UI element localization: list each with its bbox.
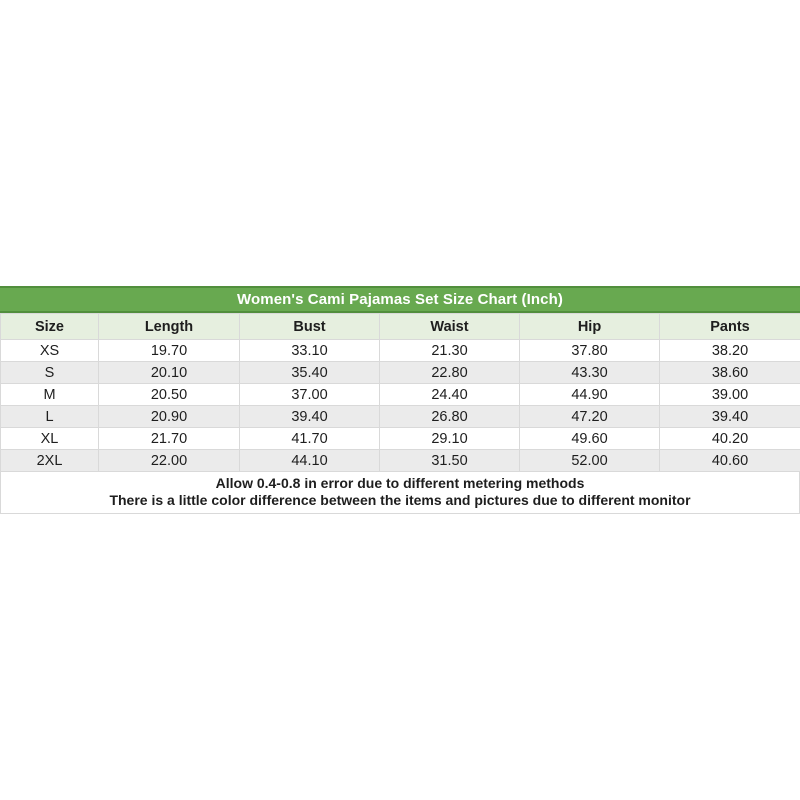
table-cell: 19.70 — [99, 340, 240, 362]
table-cell: 29.10 — [380, 428, 520, 450]
table-cell: 20.10 — [99, 362, 240, 384]
table-cell: 22.00 — [99, 450, 240, 472]
table-cell: 40.20 — [660, 428, 800, 450]
table-row-xs — [1, 340, 800, 362]
column-header-hip: Hip — [520, 314, 660, 340]
table-cell: 20.90 — [99, 406, 240, 428]
size-chart-table — [0, 313, 800, 472]
table-row-2xl — [1, 450, 800, 472]
size-cell: L — [1, 406, 99, 428]
column-header-waist: Waist — [380, 314, 520, 340]
size-cell: S — [1, 362, 99, 384]
table-cell: 40.60 — [660, 450, 800, 472]
table-cell: 33.10 — [240, 340, 380, 362]
table-cell: 21.70 — [99, 428, 240, 450]
table-cell: 44.10 — [240, 450, 380, 472]
table-cell: 39.40 — [240, 406, 380, 428]
header-row — [1, 314, 800, 340]
size-chart-title: Women's Cami Pajamas Set Size Chart (Inch) — [237, 291, 563, 308]
table-row-xl — [1, 428, 800, 450]
table-cell: 41.70 — [240, 428, 380, 450]
table-row-s — [1, 362, 800, 384]
table-cell: 26.80 — [380, 406, 520, 428]
table-cell: 52.00 — [520, 450, 660, 472]
table-cell: 24.40 — [380, 384, 520, 406]
table-cell: 39.00 — [660, 384, 800, 406]
column-header-size: Size — [1, 314, 99, 340]
size-cell: M — [1, 384, 99, 406]
table-cell: 21.30 — [380, 340, 520, 362]
table-cell: 44.90 — [520, 384, 660, 406]
table-cell: 31.50 — [380, 450, 520, 472]
table-cell: 37.00 — [240, 384, 380, 406]
size-cell: 2XL — [1, 450, 99, 472]
table-cell: 43.30 — [520, 362, 660, 384]
note-color-difference: There is a little color difference between the items and pictures due to different monitor — [109, 492, 691, 508]
table-cell: 38.60 — [660, 362, 800, 384]
table-cell: 39.40 — [660, 406, 800, 428]
table-cell: 22.80 — [380, 362, 520, 384]
size-chart-notes — [0, 472, 800, 514]
size-cell: XS — [1, 340, 99, 362]
table-row-l — [1, 406, 800, 428]
note-metering-error: Allow 0.4-0.8 in error due to different metering methods — [215, 475, 585, 491]
table-cell: 47.20 — [520, 406, 660, 428]
table-cell: 37.80 — [520, 340, 660, 362]
column-header-length: Length — [99, 314, 240, 340]
table-cell: 35.40 — [240, 362, 380, 384]
table-row-m — [1, 384, 800, 406]
table-cell: 20.50 — [99, 384, 240, 406]
size-chart-title-bar — [0, 286, 800, 313]
table-cell: 38.20 — [660, 340, 800, 362]
column-header-bust: Bust — [240, 314, 380, 340]
column-header-pants: Pants — [660, 314, 800, 340]
table-cell: 49.60 — [520, 428, 660, 450]
size-chart — [0, 286, 800, 514]
size-cell: XL — [1, 428, 99, 450]
